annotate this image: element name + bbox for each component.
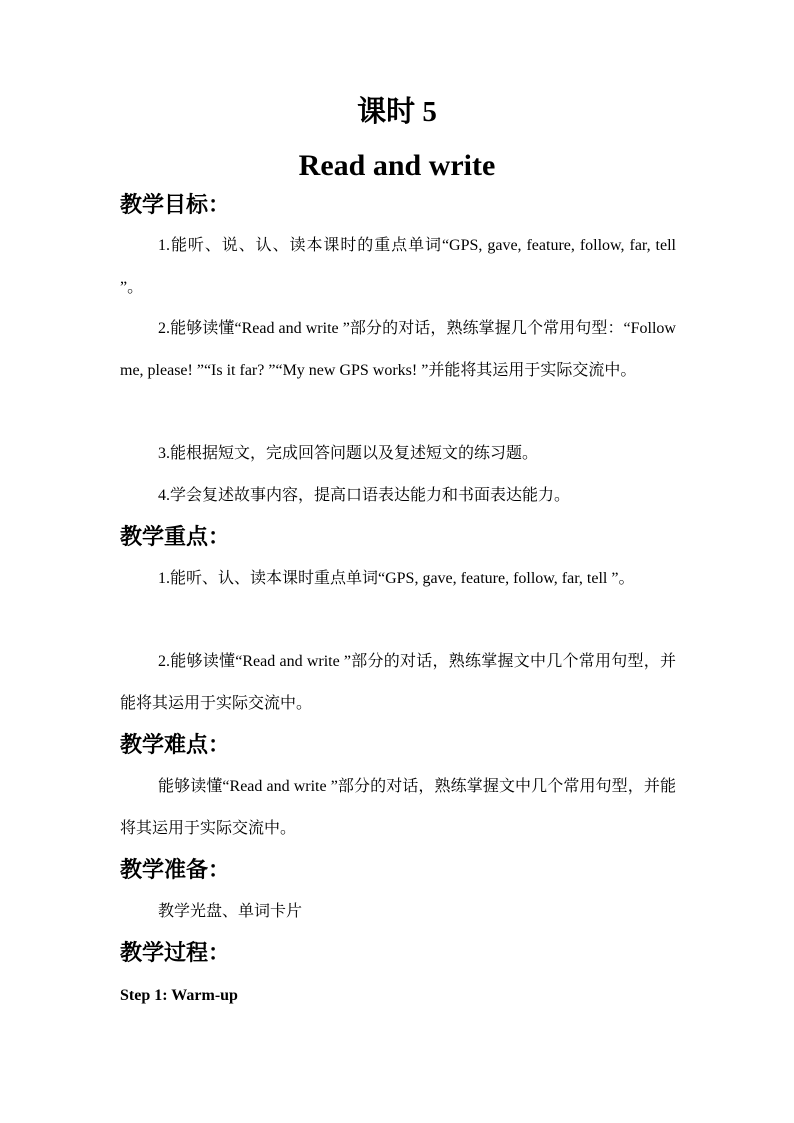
- preparation-heading: 教学准备：: [120, 857, 231, 882]
- objective-item-1: 1.能听、说、认、读本课时的重点单词“GPS, gave, feature, follow, far, tell ”。: [120, 237, 676, 296]
- lesson-title: 课时 5: [357, 96, 437, 128]
- process-heading: 教学过程：: [120, 940, 231, 965]
- objectives-heading: 教学目标：: [120, 192, 231, 217]
- key-points-heading: 教学重点：: [120, 524, 231, 549]
- key-point-item-1: 1.能听、认、读本课时重点单词“GPS, gave, feature, follow, far, tell ”。: [158, 570, 635, 587]
- step-1-label: Step 1: Warm-up: [120, 987, 238, 1004]
- lesson-subtitle: Read and write: [298, 149, 496, 182]
- key-point-item-2: 2.能够读懂“Read and write ”部分的对话，熟练掌握文中几个常用句型，并能将其运用于实际交流中。: [120, 653, 676, 712]
- objective-item-3: 3.能根据短文，完成回答问题以及复述短文的练习题。: [158, 445, 539, 462]
- objective-item-4: 4.学会复述故事内容，提高口语表达能力和书面表达能力。: [158, 487, 571, 504]
- difficulties-heading: 教学难点：: [120, 732, 231, 757]
- difficulty-item-1: 能够读懂“Read and write ”部分的对话，熟练掌握文中几个常用句型，并能将其运用于实际交流中。: [120, 778, 676, 837]
- preparation-item-1: 教学光盘、单词卡片: [158, 903, 303, 920]
- objective-item-2: 2.能够读懂“Read and write ”部分的对话，熟练掌握几个常用句型：“Follow me, please! ”“Is it far? ”“My new GPS works! ”并能将其运用于实际交流中。: [120, 320, 676, 379]
